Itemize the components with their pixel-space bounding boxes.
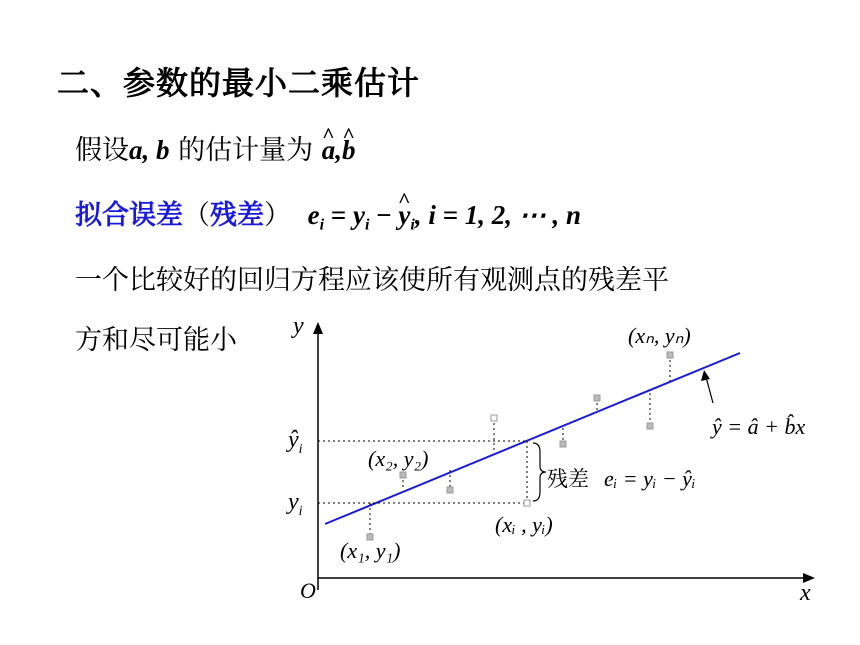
residual-label: 残差 bbox=[210, 200, 264, 231]
data-point bbox=[524, 500, 530, 506]
point-2-label: (x₂, y₂) bbox=[368, 446, 429, 471]
regression-equation: ŷ = â + b̂x bbox=[712, 414, 806, 439]
data-point bbox=[594, 395, 600, 401]
assumption-prefix: 假设 bbox=[75, 135, 129, 166]
fit-error-label: 拟合误差 bbox=[75, 200, 183, 231]
data-point bbox=[447, 487, 453, 493]
criterion-line-2: 方和尽可能小 bbox=[75, 325, 237, 356]
residual-note-label: 残差 bbox=[547, 467, 589, 491]
paren-close: ） bbox=[264, 200, 291, 231]
residual-note-formula: eᵢ = yᵢ − ŷᵢ bbox=[604, 466, 696, 491]
param-vars: a, b bbox=[129, 135, 170, 165]
paren-open: （ bbox=[183, 200, 210, 231]
regression-line bbox=[325, 353, 740, 524]
yhat-i-label: $ŷ_i$ bbox=[288, 427, 303, 457]
point-i-label: (xᵢ , yᵢ) bbox=[495, 512, 553, 537]
residual-brace bbox=[533, 443, 546, 501]
criterion-line-1: 一个比较好的回归方程应该使所有观测点的残差平 bbox=[75, 265, 669, 296]
assumption-mid: 的估计量为 bbox=[178, 135, 314, 166]
data-point bbox=[491, 415, 497, 421]
data-point bbox=[400, 472, 406, 478]
x-axis-label: x bbox=[800, 580, 811, 606]
y-axis-arrow bbox=[313, 322, 323, 334]
regression-pointer bbox=[706, 377, 713, 403]
y-i-label: $y_i$ bbox=[288, 489, 303, 519]
estimate-sep: , bbox=[335, 135, 342, 165]
data-point bbox=[647, 423, 653, 429]
y-axis-label: y bbox=[293, 313, 304, 339]
data-point bbox=[560, 441, 566, 447]
point-n-label: (xₙ, yₙ) bbox=[628, 323, 691, 348]
estimate-a: ^ a bbox=[322, 135, 336, 166]
residual-formula: $e_i = y_i$ − ^ $y_i$, i = 1, 2, ⋯ , n bbox=[308, 200, 581, 230]
point-1-label: (x₁, y₁) bbox=[340, 538, 401, 563]
origin-label: O bbox=[300, 578, 316, 603]
data-point bbox=[667, 352, 673, 358]
section-heading: 二、参数的最小二乘估计 bbox=[57, 64, 421, 102]
estimate-b: ^ b bbox=[342, 135, 356, 166]
